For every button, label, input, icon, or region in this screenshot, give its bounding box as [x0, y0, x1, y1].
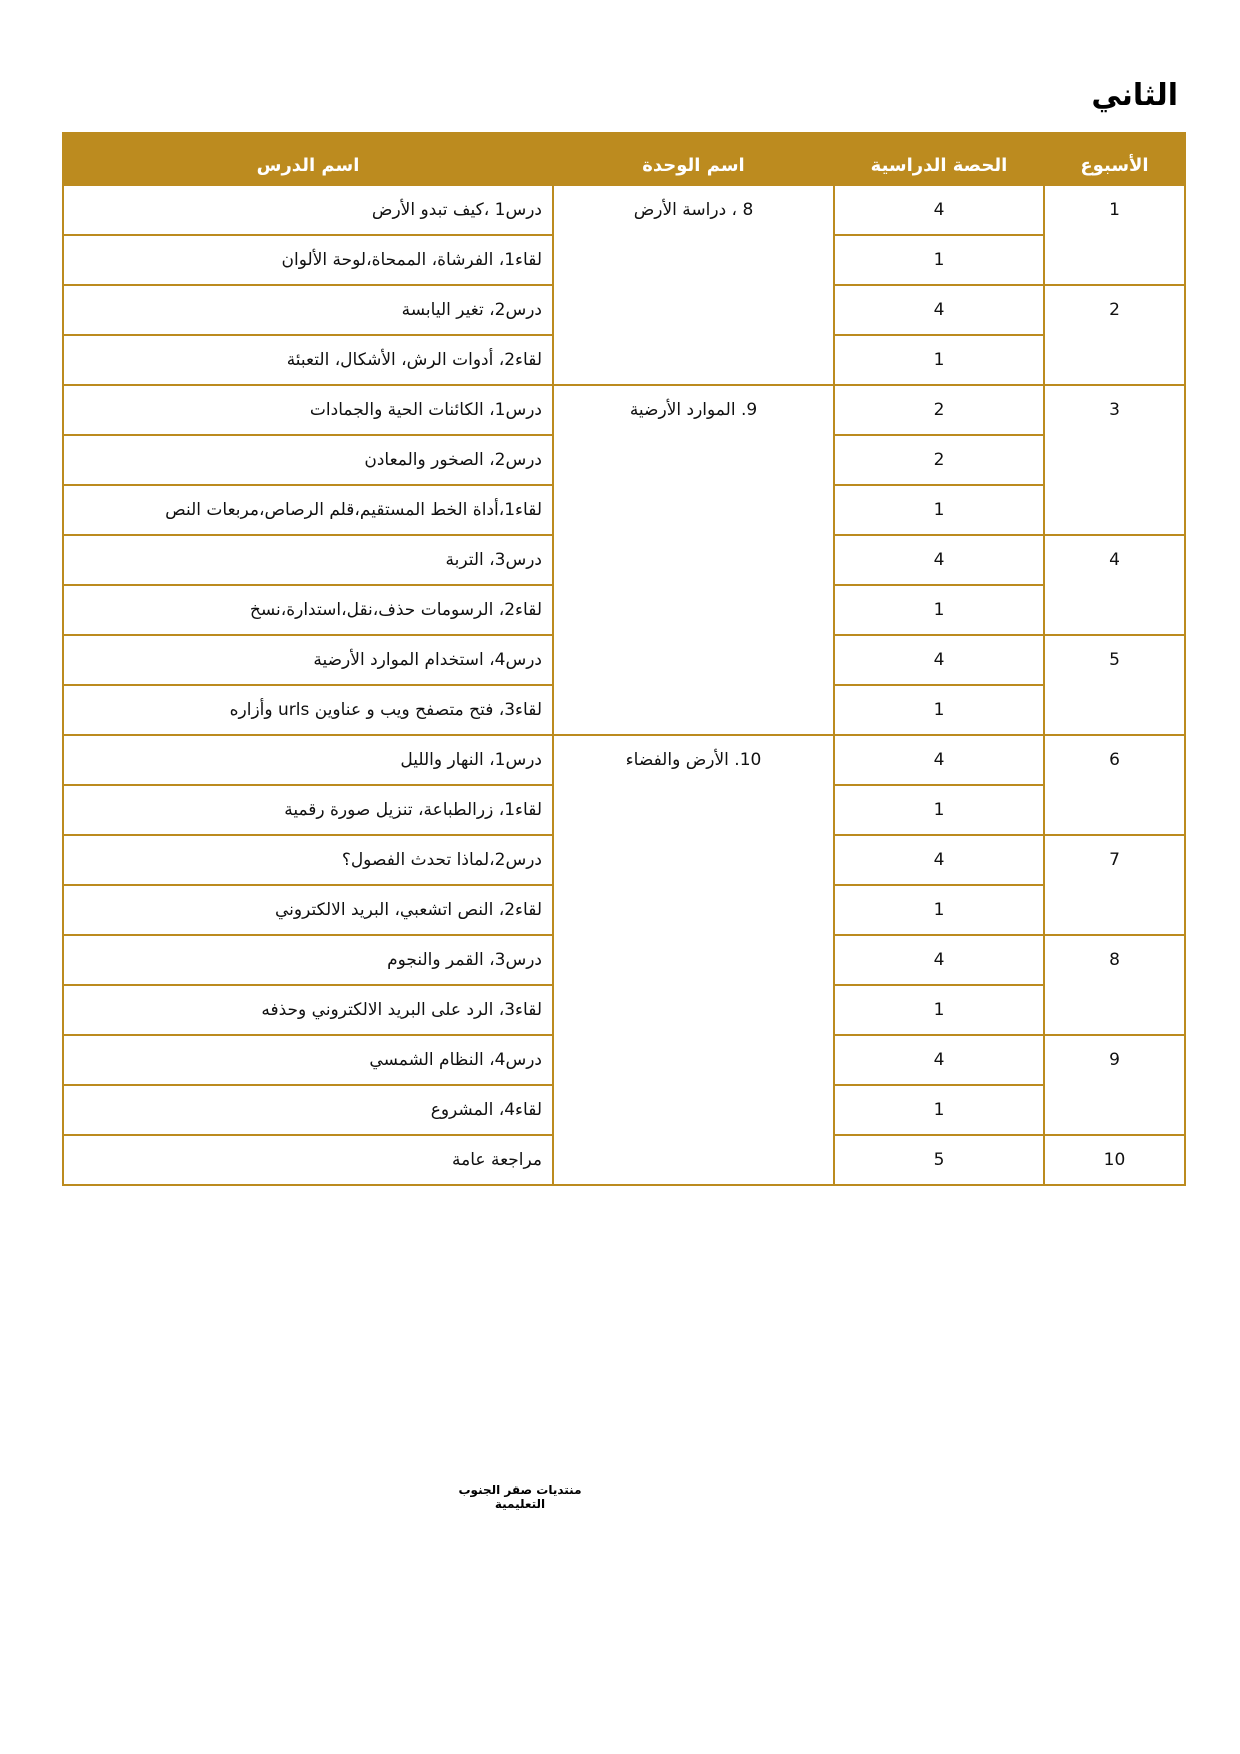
week-cell: 8 [1044, 935, 1185, 1035]
lesson-cell: درس3، التربة [63, 535, 553, 585]
week-cell: 7 [1044, 835, 1185, 935]
sessions-cell: 1 [834, 1085, 1044, 1135]
week-cell: 2 [1044, 285, 1185, 385]
header-lesson: اسم الدرس [63, 133, 553, 185]
sessions-cell: 1 [834, 235, 1044, 285]
lesson-cell: درس1، النهار والليل [63, 735, 553, 785]
lesson-cell: درس2، الصخور والمعادن [63, 435, 553, 485]
lesson-cell: مراجعة عامة [63, 1135, 553, 1185]
sessions-cell: 4 [834, 185, 1044, 235]
sessions-cell: 4 [834, 535, 1044, 585]
sessions-cell: 2 [834, 435, 1044, 485]
lesson-cell: لقاء3، فتح متصفح ويب و عناوين urls وأزاره [63, 685, 553, 735]
unit-cell: 9. الموارد الأرضية [553, 385, 834, 735]
lesson-cell: لقاء1، الفرشاة، الممحاة،لوحة الألوان [63, 235, 553, 285]
unit-cell: 8 ، دراسة الأرض [553, 185, 834, 385]
week-cell: 3 [1044, 385, 1185, 535]
lesson-cell: درس4، استخدام الموارد الأرضية [63, 635, 553, 685]
sessions-cell: 4 [834, 935, 1044, 985]
lesson-cell: درس1 ،كيف تبدو الأرض [63, 185, 553, 235]
sessions-cell: 4 [834, 835, 1044, 885]
table-row [63, 385, 1185, 435]
sessions-cell: 5 [834, 1135, 1044, 1185]
sessions-cell: 1 [834, 785, 1044, 835]
sessions-cell: 4 [834, 735, 1044, 785]
week-cell: 1 [1044, 185, 1185, 285]
lesson-cell: لقاء3، الرد على البريد الالكتروني وحذفه [63, 985, 553, 1035]
table-header-row [63, 133, 1185, 185]
header-sessions: الحصة الدراسية [834, 133, 1044, 185]
sessions-cell: 4 [834, 285, 1044, 335]
week-cell: 4 [1044, 535, 1185, 635]
table-row [63, 735, 1185, 785]
lesson-cell: لقاء2، أدوات الرش، الأشكال، التعبئة [63, 335, 553, 385]
lesson-cell: لقاء1،أداة الخط المستقيم،قلم الرصاص،مربعات النص [63, 485, 553, 535]
header-unit: اسم الوحدة [553, 133, 834, 185]
lesson-cell: درس3، القمر والنجوم [63, 935, 553, 985]
sessions-cell: 4 [834, 635, 1044, 685]
lesson-cell: لقاء2، النص اتشعبي، البريد الالكتروني [63, 885, 553, 935]
lesson-cell: لقاء1، زرالطباعة، تنزيل صورة رقمية [63, 785, 553, 835]
sessions-cell: 1 [834, 585, 1044, 635]
week-cell: 9 [1044, 1035, 1185, 1135]
lesson-plan-table [62, 132, 1186, 1186]
sessions-cell: 2 [834, 385, 1044, 435]
sessions-cell: 1 [834, 885, 1044, 935]
sessions-cell: 4 [834, 1035, 1044, 1085]
footer-credit: منتديات صقر الجنوب التعليمية [458, 1483, 582, 1511]
sessions-cell: 1 [834, 335, 1044, 385]
week-cell: 5 [1044, 635, 1185, 735]
unit-cell: 10. الأرض والفضاء [553, 735, 834, 1185]
lesson-cell: لقاء2، الرسومات حذف،نقل،استدارة،نسخ [63, 585, 553, 635]
table-row [63, 185, 1185, 235]
week-cell: 10 [1044, 1135, 1185, 1185]
sessions-cell: 1 [834, 485, 1044, 535]
lesson-cell: درس4، النظام الشمسي [63, 1035, 553, 1085]
lesson-cell: درس1، الكائنات الحية والجمادات [63, 385, 553, 435]
lesson-cell: درس2، تغير اليابسة [63, 285, 553, 335]
page-title: الثاني [1091, 78, 1178, 113]
sessions-cell: 1 [834, 985, 1044, 1035]
sessions-cell: 1 [834, 685, 1044, 735]
lesson-cell: درس2،لماذا تحدث الفصول؟ [63, 835, 553, 885]
week-cell: 6 [1044, 735, 1185, 835]
lesson-cell: لقاء4، المشروع [63, 1085, 553, 1135]
header-week: الأسبوع [1044, 133, 1185, 185]
